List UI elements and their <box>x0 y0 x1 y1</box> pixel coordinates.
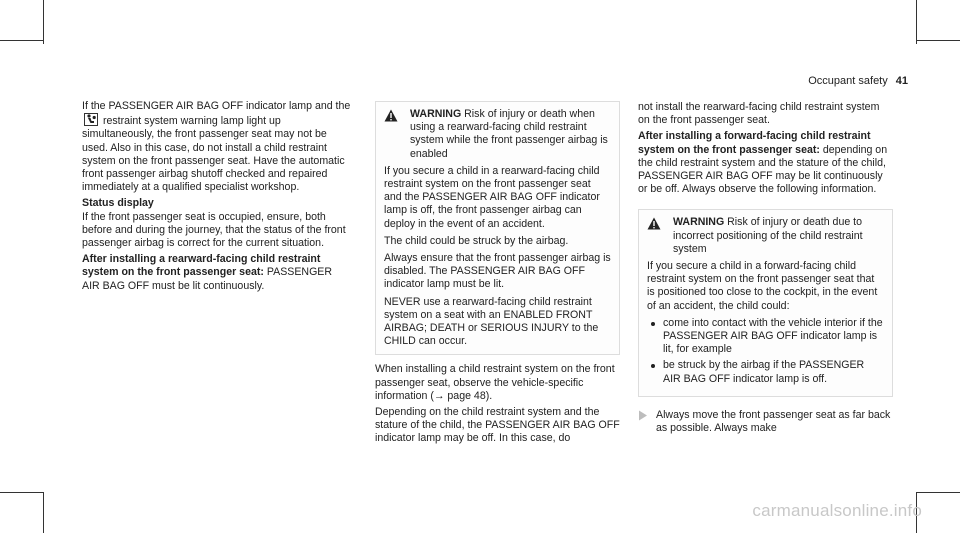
status-text: If the front passenger seat is occupied, ensure, both before and during the journey, that the status of the front passenger airbag is correct for the current situation. <box>82 210 346 250</box>
list-item: be struck by the airbag if the PASSENGER AIR BAG OFF indicator lamp is off. <box>647 359 884 385</box>
warning-text: If you secure a child in a rearward-facing child restraint system on the front passenger seat and the PASSENGER AIR BAG OFF indicator lamp is off, the front passenger airbag can deploy in the event of an accident. <box>384 164 600 230</box>
warning-triangle-icon <box>647 216 673 234</box>
forward-facing-paragraph <box>638 130 893 196</box>
forward-facing-heading: After installing a forward-facing child restraint system on the front passenger seat: <box>638 130 871 156</box>
column-3 <box>638 101 893 435</box>
page-header <box>808 75 908 87</box>
warning-triangle-icon <box>384 108 410 126</box>
step-text: Always move the front passenger seat as far back as possible. Always make <box>656 408 891 435</box>
status-heading: Status display <box>82 197 154 210</box>
warning-text: The child could be struck by the airbag. <box>384 234 569 247</box>
warning-text: If you secure a child in a forward-facing child restraint system on the front passenger seat that is positioned too close to the cockpit, in the event of an accident, the child could: <box>647 260 878 312</box>
column-1 <box>82 100 352 296</box>
rear-facing-heading: After installing a rearward-facing child restraint system on the front passenger seat: <box>82 253 321 279</box>
depending-paragraph: Depending on the child restraint system and the stature of the child, the PASSENGER AIR BAG OFF indicator lamp may be off. In this case, do <box>375 406 620 445</box>
step-arrow-icon <box>638 409 656 425</box>
warning-title: Risk of injury or death due to incorrect positioning of the child restraint system <box>673 216 863 255</box>
list-item: come into contact with the vehicle interior if the PASSENGER AIR BAG OFF indicator lamp is lit, for example <box>647 317 884 357</box>
page-number: 41 <box>895 75 908 87</box>
column-2 <box>375 101 620 449</box>
forward-facing-text: depending on the child restraint system and the stature of the child, PASSENGER AIR BAG OFF may be lit continuously or be off. Always observe the following information. <box>638 143 888 196</box>
warning-box-airbag <box>375 101 620 355</box>
paragraph-indicator-lamp: If the PASSENGER AIR BAG OFF indicator lamp and the restraint system warning lamp light up simultaneously, the front passenger seat may not be used. Also in this case, do not install a child restraint system on the front passenger seat. Have the automatic front passenger airbag shutoff checked and repaired immediately at a qualified specialist workshop. <box>82 100 351 194</box>
crop-mark <box>916 0 917 44</box>
warning-bullet-list <box>647 317 884 386</box>
warning-title: Risk of injury or death when using a rearward-facing child restraint system while the front passenger airbag is enabled <box>410 108 608 160</box>
watermark: carmanualsonline.info <box>752 501 922 520</box>
section-title: Occupant safety <box>808 75 888 87</box>
crop-mark <box>0 492 44 493</box>
warning-label: WARNING <box>673 216 725 229</box>
crop-mark <box>916 492 960 493</box>
install-paragraph: When installing a child restraint system on the front passenger seat, observe the vehicle-specific information (→ page 48). <box>375 363 615 402</box>
warning-text: Always ensure that the front passenger airbag is disabled. The PASSENGER AIR BAG OFF indicator lamp must be lit. <box>384 252 611 291</box>
continuation-paragraph: not install the rearward-facing child restraint system on the front passenger seat. <box>638 101 880 127</box>
warning-box-positioning <box>638 209 893 396</box>
crop-mark <box>43 492 44 533</box>
instruction-step <box>638 409 893 435</box>
warning-label: WARNING <box>410 108 462 120</box>
crop-mark <box>0 40 44 41</box>
rear-facing-text: PASSENGER AIR BAG OFF must be lit continuously. <box>82 266 333 292</box>
rear-facing-paragraph <box>82 253 352 293</box>
warning-text: NEVER use a rearward-facing child restraint system on a seat with an ENABLED FRONT AIRBAG; DEATH or SERIOUS INJURY to the CHILD can occur. <box>384 295 599 348</box>
crop-mark <box>916 40 960 41</box>
airbag-warning-icon <box>84 113 98 126</box>
crop-mark <box>43 0 44 44</box>
